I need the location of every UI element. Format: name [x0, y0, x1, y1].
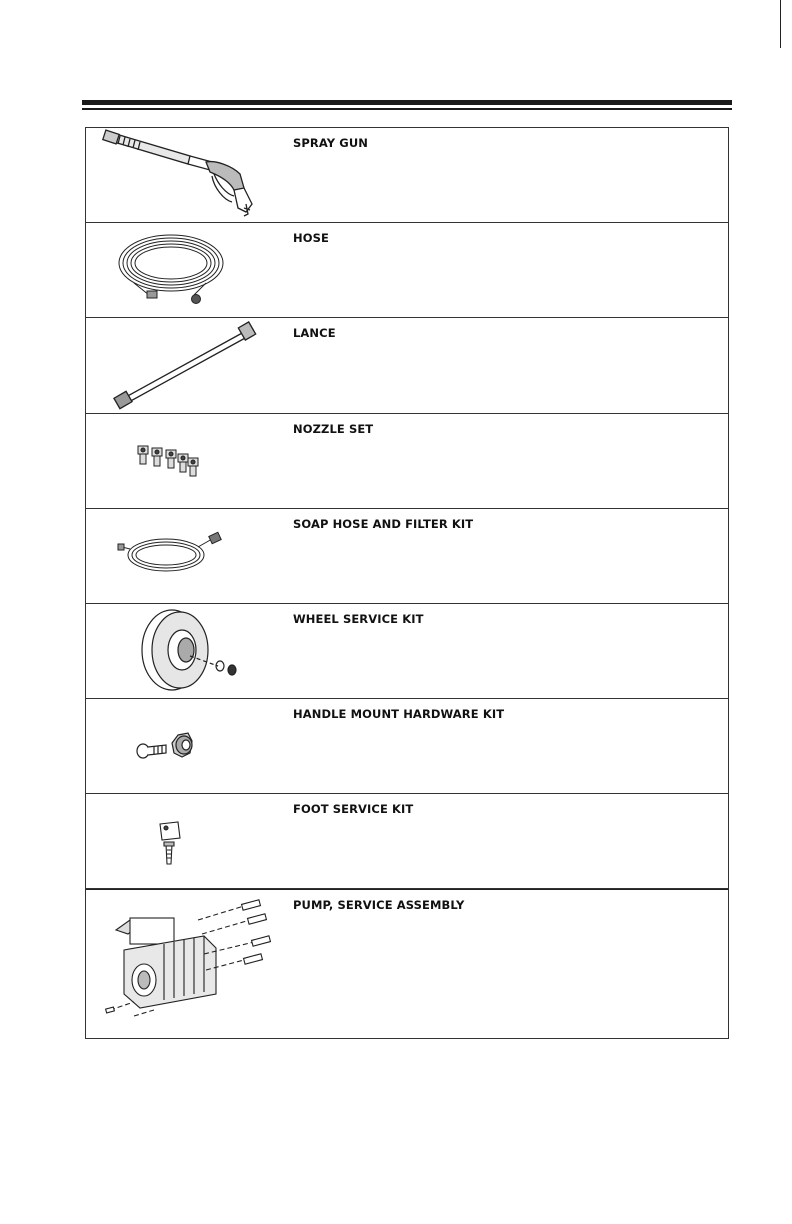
part-row-hose [86, 223, 728, 318]
parts-table [85, 127, 729, 1039]
part-name: LANCE [293, 326, 336, 340]
part-row-pump [86, 889, 728, 1038]
part-row-foot-kit [86, 794, 728, 889]
part-name: HANDLE MOUNT HARDWARE KIT [293, 707, 505, 721]
handle-hardware-icon [94, 699, 284, 793]
header-rule-thin [82, 108, 732, 110]
part-name: SOAP HOSE AND FILTER KIT [293, 517, 474, 531]
part-name: NOZZLE SET [293, 422, 374, 436]
part-name: WHEEL SERVICE KIT [293, 612, 424, 626]
soap-hose-icon [94, 509, 284, 603]
hose-icon [94, 223, 284, 317]
part-name: FOOT SERVICE KIT [293, 802, 414, 816]
part-row-handle-hardware [86, 699, 728, 794]
page-trim-mark [780, 0, 781, 48]
part-row-lance [86, 318, 728, 414]
part-row-nozzle-set [86, 414, 728, 509]
wheel-icon [94, 604, 284, 698]
nozzle-set-icon [94, 414, 284, 508]
part-row-spray-gun [86, 128, 728, 223]
part-row-soap-hose [86, 509, 728, 604]
foot-kit-icon [94, 794, 284, 888]
lance-icon [94, 318, 284, 413]
header-rule [82, 100, 732, 105]
part-name: PUMP, SERVICE ASSEMBLY [293, 898, 465, 912]
part-row-wheel [86, 604, 728, 699]
spray-gun-icon [94, 128, 284, 222]
part-name: SPRAY GUN [293, 136, 368, 150]
pump-icon [94, 890, 284, 1038]
part-name: HOSE [293, 231, 329, 245]
